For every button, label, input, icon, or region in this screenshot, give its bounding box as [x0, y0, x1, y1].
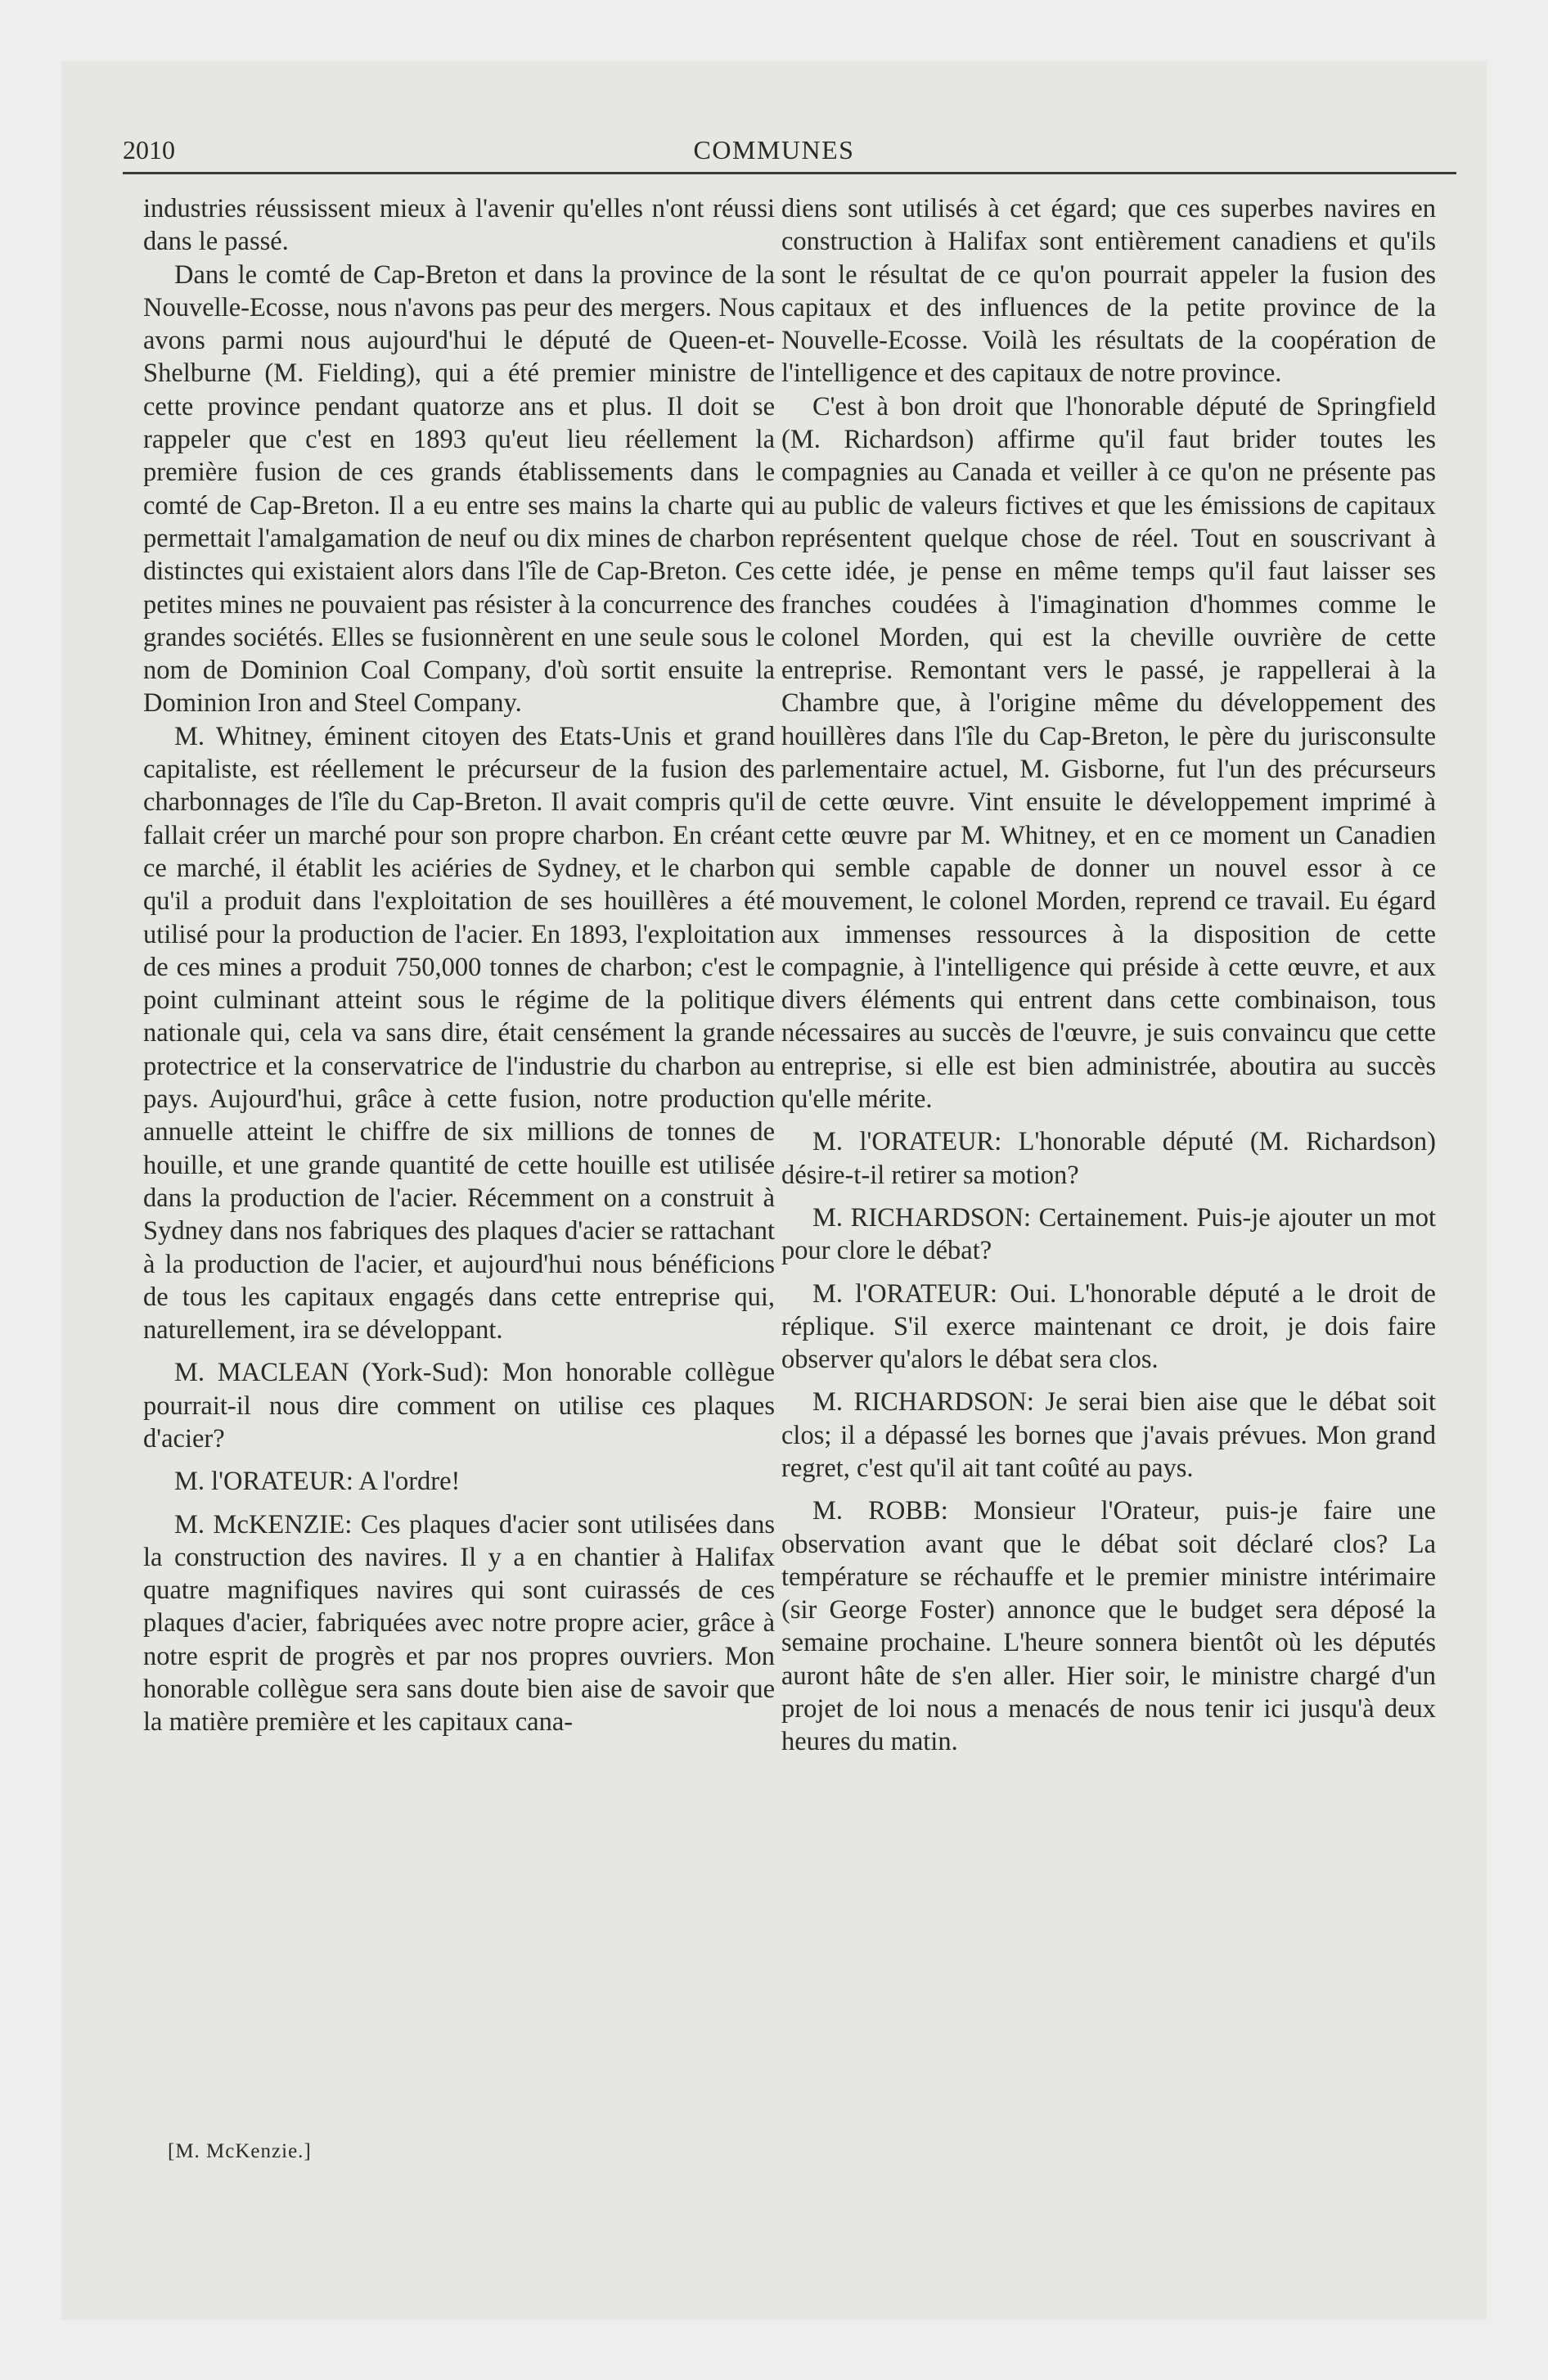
left-column [143, 192, 775, 1739]
paragraph: M. MACLEAN (York-Sud): Mon honorable collègue pourrait-il nous dire comment on utilise ces plaques d'acier? [143, 1358, 775, 1454]
running-head: COMMUNES [693, 135, 855, 165]
paragraph: M. l'ORATEUR: Oui. L'honorable député a le droit de réplique. S'il exerce maintenant ce droit, je dois faire observer qu'alors le débat sera clos. [781, 1278, 1436, 1375]
right-column [781, 192, 1436, 1759]
speaker-footer-tag: [M. McKenzie.] [168, 2140, 312, 2162]
paragraph: Dans le comté de Cap-Breton et dans la province de la Nouvelle-Ecosse, nous n'avons pas peur des mergers. Nous avons parmi nous aujourd'hui le député de Queen-et-Shelburne (M. Fielding), qui a été premier ministre de cette province pendant quatorze ans et plus. Il doit se rappeler que c'est en 1893 qu'eut lieu réellement la première fusion de ces grands établissements dans le comté de Cap-Breton. Il a eu entre ses mains la charte qui permettait l'amalgamation de neuf ou dix mines de charbon distinctes qui existaient alors dans l'île de Cap-Breton. Ces petites mines ne pouvaient pas résister à la concurrence des grandes sociétés. Elles se fusionnèrent en une seule sous le nom de Dominion Coal Company, d'où sortit ensuite la Dominion Iron and Steel Company. [143, 259, 775, 719]
paragraph: M. ROBB: Monsieur l'Orateur, puis-je faire une observation avant que le débat soit déclaré clos? La température se réchauffe et le premier ministre intérimaire (sir George Foster) annonce que le budget sera déposé la semaine prochaine. L'heure sonnera bientôt où les députés auront hâte de s'en aller. Hier soir, le ministre chargé d'un projet de loi nous a menacés de nous tenir ici jusqu'à deux heures du matin. [781, 1496, 1436, 1757]
page-sheet [61, 61, 1487, 2320]
paragraph: M. RICHARDSON: Je serai bien aise que le débat soit clos; il a dépassé les bornes que j'avais prévues. Mon grand regret, c'est qu'il ait tant coûté au pays. [781, 1387, 1436, 1483]
page-number: 2010 [123, 135, 175, 165]
paragraph: M. l'ORATEUR: L'honorable député (M. Richardson) désire-t-il retirer sa motion? [781, 1127, 1436, 1190]
paragraph: industries réussissent mieux à l'avenir qu'elles n'ont réussi dans le passé. [143, 194, 775, 257]
paragraph: diens sont utilisés à cet égard; que ces superbes navires en construction à Halifax sont entièrement canadiens et qu'ils sont le résultat de ce qu'on pourrait appeler la fusion des capitaux et des influences de la petite province de la Nouvelle-Ecosse. Voilà les résultats de la coopération de l'intelligence et des capitaux de notre province. [781, 194, 1436, 389]
paragraph: C'est à bon droit que l'honorable député de Springfield (M. Richardson) affirme qu'il faut brider toutes les compagnies au Canada et veiller à ce qu'on ne présente pas au public de valeurs fictives et que les émissions de capitaux représentent quelque chose de réel. Tout en souscrivant à cette idée, je pense en même temps qu'il faut laisser ses franches coudées à l'imagination d'hommes comme le colonel Morden, qui est la cheville ouvrière de cette entreprise. Remontant vers le passé, je rappellerai à la Chambre que, à l'origine même du développement des houillères dans l'île du Cap-Breton, le père du jurisconsulte parlementaire actuel, M. Gisborne, fut l'un des précurseurs de cette œuvre. Vint ensuite le développement imprimé à cette œuvre par M. Whitney, et en ce moment un Canadien qui semble capable de donner un nouvel essor à ce mouvement, le colonel Morden, reprend ce travail. Eu égard aux immenses ressources à la disposition de cette compagnie, à l'intelligence qui préside à cette œuvre, et aux divers éléments qui entrent dans cette combinaison, tous nécessaires au succès de l'œuvre, je suis convaincu que cette entreprise, si elle est bien administrée, aboutira au succès qu'elle mérite. [781, 391, 1436, 1115]
paragraph: M. Whitney, éminent citoyen des Etats-Unis et grand capitaliste, est réellement le précurseur de la fusion des charbonnages de l'île du Cap-Breton. Il avait compris qu'il fallait créer un marché pour son propre charbon. En créant ce marché, il établit les aciéries de Sydney, et le charbon qu'il a produit dans l'exploitation de ses houillères a été utilisé pour la production de l'acier. En 1893, l'exploitation de ces mines a produit 750,000 tonnes de charbon; c'est le point culminant atteint sous le régime de la politique nationale qui, cela va sans dire, était censément la grande protectrice et la conservatrice de l'industrie du charbon au pays. Aujourd'hui, grâce à cette fusion, notre production annuelle atteint le chiffre de six millions de tonnes de houille, et une grande quantité de cette houille est utilisée dans la production de l'acier. Récemment on a construit à Sydney dans nos fabriques des plaques d'acier se rattachant à la production de l'acier, et aujourd'hui nous bénéficions de tous les capitaux engagés dans cette entreprise qui, naturellement, ira se développant. [143, 721, 775, 1346]
header-rule [123, 172, 1456, 174]
paragraph: M. l'ORATEUR: A l'ordre! [174, 1467, 461, 1497]
paragraph: M. RICHARDSON: Certainement. Puis-je ajouter un mot pour clore le débat? [781, 1202, 1436, 1266]
paragraph: M. McKENZIE: Ces plaques d'acier sont utilisées dans la construction des navires. Il y a en chantier à Halifax quatre magnifiques navires qui sont cuirassés de ces plaques d'acier, fabriquées avec notre propre acier, grâce à notre esprit de progrès et par nos propres ouvriers. Mon honorable collègue sera sans doute bien aise de savoir que la matière première et les capitaux cana- [143, 1509, 775, 1738]
